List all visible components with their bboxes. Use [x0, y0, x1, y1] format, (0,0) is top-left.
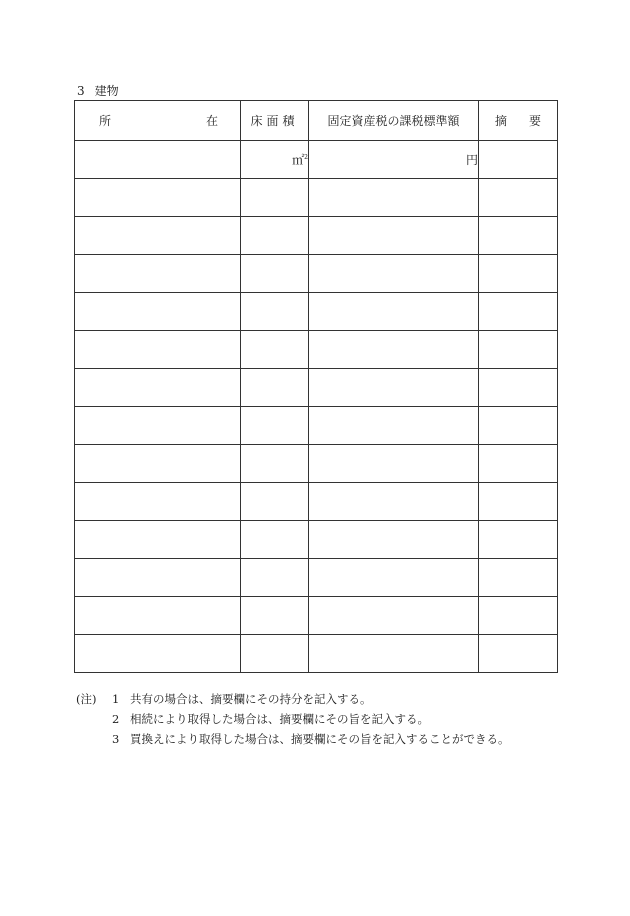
cell-tax-value[interactable]: [309, 293, 479, 331]
table-row: [75, 255, 558, 293]
header-location: [75, 101, 241, 141]
note-item: [76, 729, 510, 749]
cell-location[interactable]: [75, 369, 241, 407]
table-row: [75, 369, 558, 407]
cell-tax-value[interactable]: [309, 255, 479, 293]
cell-floor-area[interactable]: [241, 217, 309, 255]
cell-tax-value[interactable]: [309, 331, 479, 369]
note-text: 買換えにより取得した場合は、摘要欄にその旨を記入することができる。: [130, 732, 510, 746]
note-number: 3: [112, 732, 120, 746]
table-row: [75, 293, 558, 331]
cell-floor-area[interactable]: [241, 293, 309, 331]
note-item: [76, 709, 510, 729]
section-number: 3: [77, 84, 85, 98]
note-text: 相続により取得した場合は、摘要欄にその旨を記入する。: [130, 712, 429, 726]
table-row: [75, 559, 558, 597]
table-row: [75, 217, 558, 255]
cell-location[interactable]: [75, 331, 241, 369]
table-row: [75, 445, 558, 483]
cell-tax-value[interactable]: [309, 179, 479, 217]
cell-tax-value[interactable]: [309, 521, 479, 559]
cell-note[interactable]: [479, 255, 558, 293]
cell-note[interactable]: [479, 179, 558, 217]
cell-floor-area[interactable]: [241, 445, 309, 483]
cell-floor-area[interactable]: [241, 369, 309, 407]
table-row: [75, 179, 558, 217]
cell-note[interactable]: [479, 407, 558, 445]
table-body: [75, 141, 558, 673]
cell-note[interactable]: [479, 369, 558, 407]
area-unit-superscript: 2: [304, 154, 308, 161]
cell-location[interactable]: [75, 521, 241, 559]
cell-tax-value[interactable]: [309, 141, 479, 179]
header-floor-area: 床面積: [241, 101, 309, 141]
cell-floor-area[interactable]: [241, 559, 309, 597]
cell-note[interactable]: [479, 559, 558, 597]
header-note: [479, 101, 558, 141]
table-row: [75, 483, 558, 521]
cell-location[interactable]: [75, 597, 241, 635]
cell-note[interactable]: [479, 217, 558, 255]
cell-floor-area[interactable]: [241, 635, 309, 673]
cell-tax-value[interactable]: [309, 369, 479, 407]
table-row: [75, 521, 558, 559]
cell-location[interactable]: [75, 293, 241, 331]
table-row: [75, 141, 558, 179]
cell-location[interactable]: [75, 217, 241, 255]
cell-floor-area[interactable]: [241, 141, 309, 179]
currency-unit: 円: [465, 153, 478, 167]
note-item: [76, 689, 510, 709]
cell-floor-area[interactable]: [241, 597, 309, 635]
cell-floor-area[interactable]: [241, 331, 309, 369]
notes-section: [76, 689, 510, 749]
section-title: [77, 84, 119, 98]
cell-location[interactable]: [75, 179, 241, 217]
area-unit: ㎡: [292, 153, 305, 167]
note-number: 2: [112, 712, 120, 726]
cell-tax-value[interactable]: [309, 635, 479, 673]
cell-location[interactable]: [75, 141, 241, 179]
cell-floor-area[interactable]: [241, 255, 309, 293]
table-row: [75, 635, 558, 673]
cell-location[interactable]: [75, 255, 241, 293]
cell-note[interactable]: [479, 293, 558, 331]
table-row: [75, 331, 558, 369]
cell-floor-area[interactable]: [241, 407, 309, 445]
building-table: [74, 100, 558, 673]
cell-location[interactable]: [75, 635, 241, 673]
note-text: 共有の場合は、摘要欄にその持分を記入する。: [130, 692, 372, 706]
cell-note[interactable]: [479, 445, 558, 483]
header-row: [75, 101, 558, 141]
section-title-text: 建物: [94, 84, 119, 98]
cell-note[interactable]: [479, 597, 558, 635]
cell-tax-value[interactable]: [309, 597, 479, 635]
cell-note[interactable]: [479, 635, 558, 673]
header-location-left: 所: [99, 114, 112, 128]
cell-note[interactable]: [479, 331, 558, 369]
cell-location[interactable]: [75, 559, 241, 597]
cell-tax-value[interactable]: [309, 559, 479, 597]
cell-floor-area[interactable]: [241, 483, 309, 521]
cell-floor-area[interactable]: [241, 179, 309, 217]
table-row: [75, 407, 558, 445]
cell-location[interactable]: [75, 445, 241, 483]
cell-note[interactable]: [479, 483, 558, 521]
header-note-right: 要: [528, 114, 541, 128]
notes-label: (注): [76, 692, 97, 706]
table-row: [75, 597, 558, 635]
cell-floor-area[interactable]: [241, 521, 309, 559]
cell-location[interactable]: [75, 483, 241, 521]
cell-tax-value[interactable]: [309, 483, 479, 521]
note-number: 1: [112, 692, 120, 706]
cell-location[interactable]: [75, 407, 241, 445]
cell-note[interactable]: [479, 521, 558, 559]
header-tax-value: 固定資産税の課税標準額: [309, 101, 479, 141]
header-location-right: 在: [205, 114, 218, 128]
cell-note[interactable]: [479, 141, 558, 179]
cell-tax-value[interactable]: [309, 445, 479, 483]
cell-tax-value[interactable]: [309, 217, 479, 255]
header-note-left: 摘: [495, 114, 508, 128]
cell-tax-value[interactable]: [309, 407, 479, 445]
